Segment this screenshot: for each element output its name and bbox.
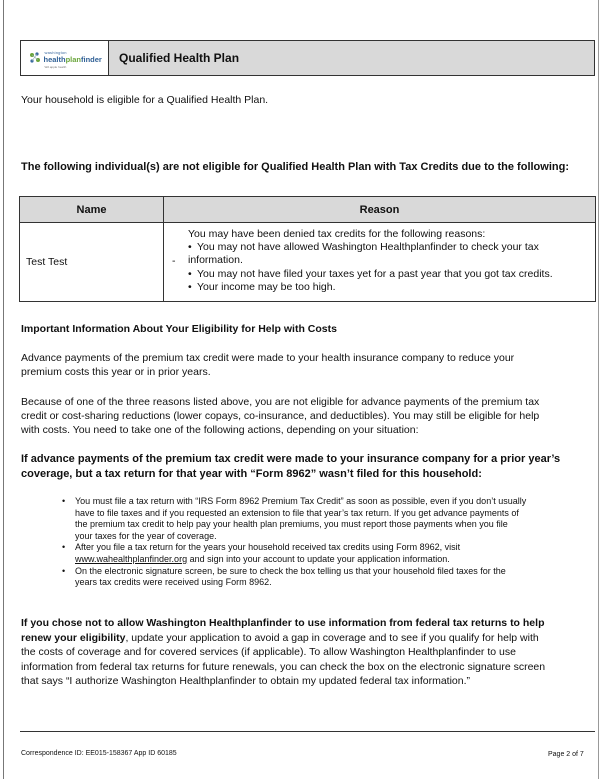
healthplanfinder-link[interactable]: www.wahealthplanfinder.org bbox=[75, 553, 188, 564]
left-border-line bbox=[3, 0, 4, 779]
section-header bbox=[20, 40, 595, 76]
list-item: • After you file a tax return for the years your household received tax credits using Form 8962, visit www.wahealthplanfinder.org and sign into your account to update your application information. bbox=[62, 542, 592, 565]
correspondence-id: Correspondence ID: EE015-158367 App ID 60185 bbox=[21, 750, 177, 757]
reason-item: • Your income may be too high. bbox=[188, 280, 336, 293]
if-advance-heading: If advance payments of the premium tax credit were made to your insurance company for a prior year’s coverage, but a tax return for that year with “Form 8962” wasn’t filed for this household: bbox=[21, 453, 561, 480]
column-header-reason: Reason bbox=[164, 197, 596, 223]
reason-item: • You may not have allowed Washington Healthplanfinder to check your tax bbox=[188, 241, 539, 254]
advance-payments-paragraph: Advance payments of the premium tax credit were made to your health insurance company to reduce your premium costs this year or in prior years. bbox=[21, 352, 515, 378]
healthplanfinder-logo bbox=[25, 44, 105, 72]
logo-cell bbox=[21, 41, 109, 75]
logo-tagline: WA apple health bbox=[44, 65, 67, 69]
reason-dash: - bbox=[172, 255, 176, 267]
because-paragraph: Because of one of the three reasons listed above, you are not eligible for advance payments of the premium tax credit or cost-sharing reductions (lower copays, co-insurance, and deductibles). You may still be eligible for help with costs. You need to take one of the following actions, depending on your situation: bbox=[21, 396, 540, 436]
table-header-row bbox=[20, 197, 596, 223]
page-number: Page 2 of 7 bbox=[548, 751, 584, 758]
logo-brand-text: healthplanfinder bbox=[43, 55, 102, 64]
opt-out-paragraph: If you chose not to allow Washington Healthplanfinder to use information from federal tax returns to help renew your eligibility, update your application to avoid a gap in coverage and to see if you qualify for help with the costs of coverage and for covered services (if applicable). To allow Washington Healthplanfinder to use information from federal tax returns for future renewals, you can check the box on the electronic signature screen that says “I authorize Washington Healthplanfinder to obtain my updated federal tax information.” bbox=[21, 617, 546, 687]
list-item: • On the electronic signature screen, be sure to check the box telling us that your household filed taxes for the years tax credits were received using Form 8962. bbox=[62, 566, 592, 589]
table-row bbox=[20, 223, 596, 302]
section-title: Qualified Health Plan bbox=[109, 41, 594, 75]
ineligibility-table bbox=[19, 196, 596, 302]
reason-item: • You may not have filed your taxes yet for a past year that you got tax credits. bbox=[188, 267, 553, 280]
not-eligible-heading: The following individual(s) are not eligible for Qualified Health Plan with Tax Credits due to the following: bbox=[21, 161, 569, 173]
reason-cell bbox=[164, 223, 596, 302]
important-info-heading: Important Information About Your Eligibility for Help with Costs bbox=[21, 323, 337, 335]
reason-intro: You may have been denied tax credits for the following reasons: bbox=[188, 228, 486, 240]
reason-item-continued: information. bbox=[188, 254, 243, 267]
logo-mark-icon bbox=[28, 51, 42, 65]
eligibility-statement: Your household is eligible for a Qualified Health Plan. bbox=[21, 94, 269, 106]
list-item: • You must file a tax return with “IRS Form 8962 Premium Tax Credit” as soon as possible, even if you don’t usually have to file taxes and if you requested an extension to file that year’s tax return. If you get advance payments of the premium tax credit to help pay your health plan premiums, you must report those payments when you file your taxes for the year of coverage. bbox=[62, 496, 592, 542]
footer-rule bbox=[20, 731, 595, 732]
column-header-name: Name bbox=[20, 197, 164, 223]
required-actions-list bbox=[62, 496, 592, 589]
person-name: Test Test bbox=[20, 223, 164, 302]
right-border-line bbox=[598, 0, 599, 779]
logo-state-text: washington bbox=[44, 50, 67, 55]
